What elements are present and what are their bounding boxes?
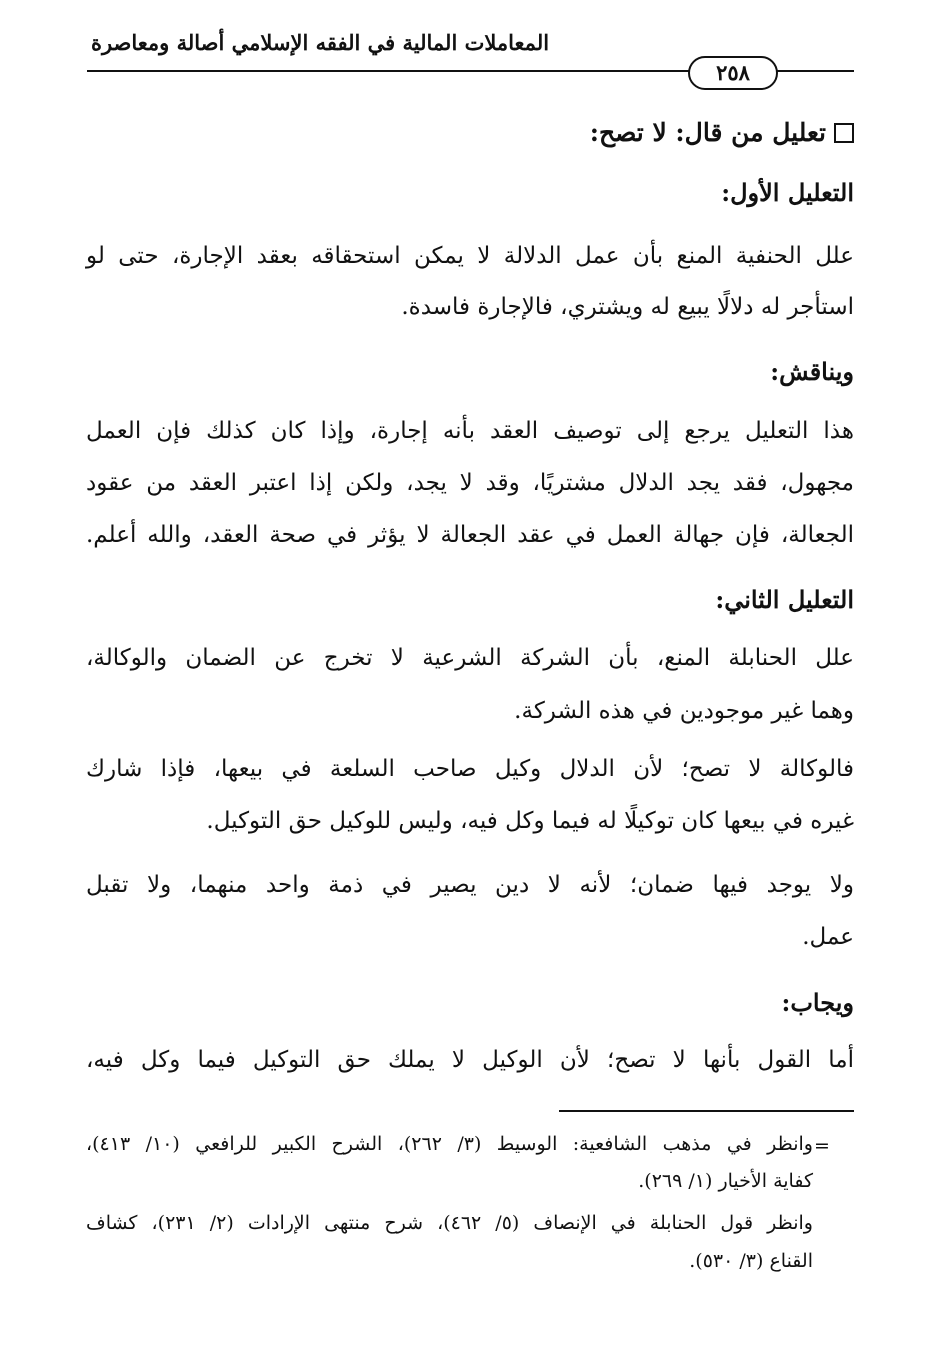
footnote-rule — [559, 1110, 854, 1112]
paragraph-line: مجهول، فقد يجد الدلال مشتريًا، وقد لا يجد، ولكن إذا اعتبر العقد من عقود — [86, 470, 854, 496]
paragraph-line: فالوكالة لا تصح؛ لأن الدلال وكيل صاحب السلعة في بيعها، فإذا شارك — [86, 756, 854, 782]
paragraph-line: أما القول بأنها لا تصح؛ لأن الوكيل لا يملك حق التوكيل فيما وكل فيه، — [86, 1047, 854, 1073]
footnote-line: كفاية الأخيار (١/ ٢٦٩). — [638, 1170, 813, 1192]
section-heading — [590, 118, 854, 147]
footnote-line: وانظر في مذهب الشافعية: الوسيط (٣/ ٢٦٢)، الشرح الكبير للرافعي (١٠/ ٤١٣)، — [86, 1133, 813, 1155]
first-reason-heading: التعليل الأول: — [721, 178, 854, 207]
second-reason-heading: التعليل الثاني: — [715, 585, 854, 614]
answer-heading: ويجاب: — [781, 988, 854, 1017]
paragraph-line: علل الحنابلة المنع، بأن الشركة الشرعية لا تخرج عن الضمان والوكالة، — [86, 645, 854, 671]
paragraph-line: استأجر له دلالًا يبيع له ويشتري، فالإجارة فاسدة. — [401, 294, 854, 320]
paragraph-line: وهما غير موجودين في هذه الشركة. — [514, 698, 854, 724]
checkbox-bullet-icon — [834, 123, 854, 143]
section-heading-text: تعليل من قال: لا تصح: — [589, 118, 826, 147]
running-title: المعاملات المالية في الفقه الإسلامي أصالة ومعاصرة — [90, 30, 550, 55]
paragraph-line: الجعالة، فإن جهالة العمل في عقد الجعالة لا يؤثر في صحة العقد، والله أعلم. — [86, 522, 854, 548]
page-number: ٢٥٨ — [688, 56, 778, 90]
footnote-continuation-marker: = — [814, 1135, 830, 1157]
paragraph-line: علل الحنفية المنع بأن عمل الدلالة لا يمكن استحقاقه بعقد الإجارة، حتى لو — [86, 243, 854, 269]
footnote-line: القناع (٣/ ٥٣٠). — [689, 1250, 813, 1272]
discussion-heading: ويناقش: — [770, 357, 854, 386]
paragraph-line: ولا يوجد فيها ضمان؛ لأنه لا دين يصير في ذمة واحد منهما، ولا تقبل — [86, 872, 854, 898]
paragraph-line: عمل. — [802, 924, 854, 950]
paragraph-line: هذا التعليل يرجع إلى توصيف العقد بأنه إجارة، وإذا كان كذلك فإن العمل — [86, 418, 854, 444]
footnote-line: وانظر قول الحنابلة في الإنصاف (٥/ ٤٦٢)، شرح منتهى الإرادات (٢/ ٢٣١)، كشاف — [86, 1212, 813, 1234]
paragraph-line: غيره في بيعها كان توكيلًا له فيما وكل فيه، وليس للوكيل حق التوكيل. — [206, 808, 854, 834]
